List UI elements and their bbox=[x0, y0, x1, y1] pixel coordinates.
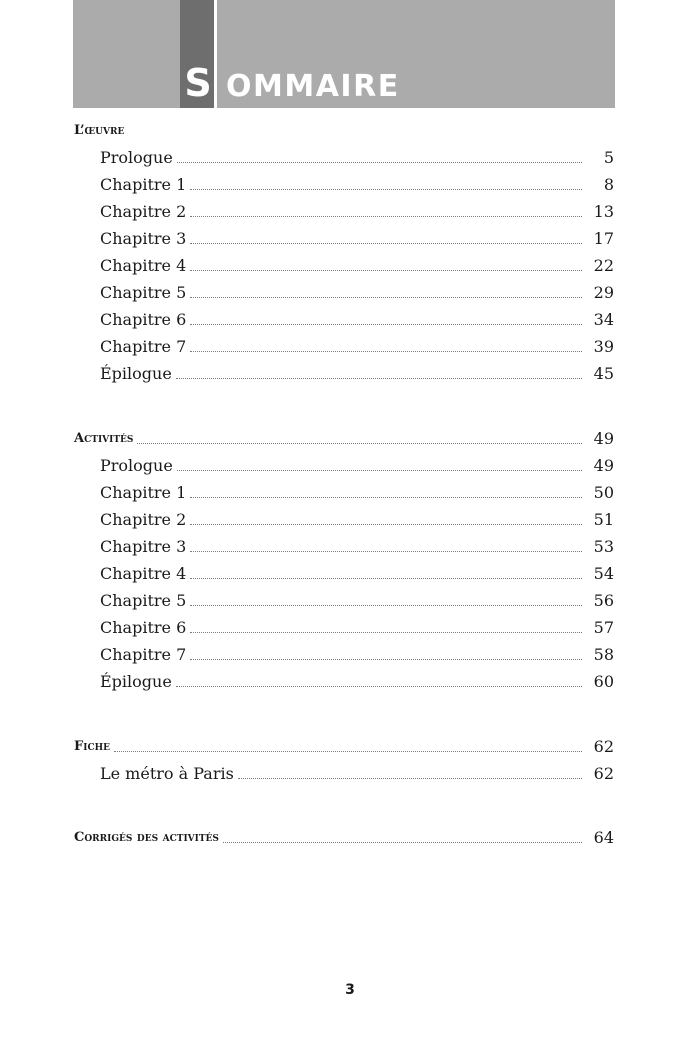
toc-entry-label: Chapitre 5 bbox=[100, 591, 187, 610]
toc-entry-label: Chapitre 6 bbox=[100, 618, 187, 637]
dot-leader bbox=[190, 659, 582, 660]
toc-entry-label: Chapitre 3 bbox=[100, 537, 187, 556]
dot-leader bbox=[114, 751, 582, 752]
section-oeuvre-heading: L’œuvre bbox=[74, 123, 125, 138]
toc-entry-page: 22 bbox=[593, 256, 614, 275]
section-page: 49 bbox=[593, 429, 614, 448]
toc-entry[interactable] bbox=[100, 335, 614, 357]
dot-leader bbox=[177, 470, 582, 471]
toc-entry-label: Le métro à Paris bbox=[100, 764, 234, 783]
dot-leader bbox=[190, 605, 582, 606]
dot-leader bbox=[190, 632, 582, 633]
section-activites-heading[interactable] bbox=[74, 427, 614, 449]
dot-leader bbox=[190, 578, 582, 579]
toc-entry[interactable] bbox=[100, 308, 614, 330]
title-initial: S bbox=[184, 61, 212, 105]
page-number: 3 bbox=[345, 982, 355, 998]
toc-entry-label: Chapitre 7 bbox=[100, 645, 187, 664]
toc-entry[interactable] bbox=[100, 173, 614, 195]
toc-entry-label: Chapitre 2 bbox=[100, 202, 187, 221]
toc-entry-label: Chapitre 4 bbox=[100, 564, 187, 583]
toc-entry[interactable] bbox=[100, 616, 614, 638]
dot-leader bbox=[190, 243, 582, 244]
dot-leader bbox=[177, 162, 582, 163]
toc-entry[interactable] bbox=[100, 589, 614, 611]
toc-entry[interactable] bbox=[100, 535, 614, 557]
toc-entry-label: Chapitre 7 bbox=[100, 337, 187, 356]
toc-entry-page: 39 bbox=[593, 337, 614, 356]
toc-entry-label: Chapitre 6 bbox=[100, 310, 187, 329]
toc-entry[interactable] bbox=[100, 227, 614, 249]
dot-leader bbox=[190, 270, 582, 271]
section-corriges-heading[interactable] bbox=[74, 826, 614, 848]
toc-entry-page: 17 bbox=[593, 229, 614, 248]
toc-entry[interactable] bbox=[100, 562, 614, 584]
toc-entry-page: 62 bbox=[593, 764, 614, 783]
toc-entry-label: Chapitre 1 bbox=[100, 175, 187, 194]
toc-entry-page: 29 bbox=[593, 283, 614, 302]
section-title: Corrigés des activités bbox=[74, 830, 219, 845]
section-page: 64 bbox=[593, 828, 614, 847]
toc-entry[interactable] bbox=[100, 481, 614, 503]
toc-entry-page: 13 bbox=[593, 202, 614, 221]
toc-entry[interactable] bbox=[100, 643, 614, 665]
section-title: Fiche bbox=[74, 739, 110, 754]
dot-leader bbox=[223, 842, 582, 843]
toc-entry[interactable] bbox=[100, 254, 614, 276]
dot-leader bbox=[190, 216, 582, 217]
toc-entry-label: Chapitre 1 bbox=[100, 483, 187, 502]
toc-entry-page: 34 bbox=[593, 310, 614, 329]
dot-leader bbox=[190, 297, 582, 298]
toc-entry-label: Chapitre 4 bbox=[100, 256, 187, 275]
dot-leader bbox=[190, 351, 582, 352]
toc-entry-page: 45 bbox=[593, 364, 614, 383]
toc-entry-page: 49 bbox=[593, 456, 614, 475]
toc-entry-label: Prologue bbox=[100, 148, 173, 167]
dot-leader bbox=[137, 443, 582, 444]
toc-entry-page: 8 bbox=[603, 175, 614, 194]
dot-leader bbox=[238, 778, 582, 779]
page-title bbox=[182, 58, 400, 108]
toc-entry-label: Chapitre 2 bbox=[100, 510, 187, 529]
toc-entry[interactable] bbox=[100, 454, 614, 476]
title-banner bbox=[73, 0, 615, 108]
toc-entry-page: 53 bbox=[593, 537, 614, 556]
dot-leader bbox=[176, 686, 582, 687]
toc-entry-page: 5 bbox=[603, 148, 614, 167]
toc-entry-label: Épilogue bbox=[100, 364, 172, 383]
toc-entry-page: 54 bbox=[593, 564, 614, 583]
toc-entry-label: Chapitre 3 bbox=[100, 229, 187, 248]
dot-leader bbox=[176, 378, 582, 379]
dot-leader bbox=[190, 324, 582, 325]
toc-entry-page: 60 bbox=[593, 672, 614, 691]
section-fiche-heading[interactable] bbox=[74, 735, 614, 757]
toc-entry-page: 51 bbox=[593, 510, 614, 529]
toc-entry-label: Prologue bbox=[100, 456, 173, 475]
toc-entry[interactable] bbox=[100, 762, 614, 784]
dot-leader bbox=[190, 551, 582, 552]
toc-entry[interactable] bbox=[100, 281, 614, 303]
toc-entry[interactable] bbox=[100, 146, 614, 168]
toc-entry-page: 50 bbox=[593, 483, 614, 502]
section-page: 62 bbox=[593, 737, 614, 756]
toc-entry[interactable] bbox=[100, 200, 614, 222]
dot-leader bbox=[190, 189, 582, 190]
dot-leader bbox=[190, 524, 582, 525]
toc-entry-page: 57 bbox=[593, 618, 614, 637]
toc-entry[interactable] bbox=[100, 670, 614, 692]
toc-entry-label: Chapitre 5 bbox=[100, 283, 187, 302]
toc-entry-page: 56 bbox=[593, 591, 614, 610]
toc-entry-label: Épilogue bbox=[100, 672, 172, 691]
toc-entry[interactable] bbox=[100, 362, 614, 384]
title-rest: OMMAIRE bbox=[226, 69, 400, 104]
toc-entry-page: 58 bbox=[593, 645, 614, 664]
dot-leader bbox=[190, 497, 582, 498]
section-title: Activités bbox=[74, 431, 134, 446]
toc-entry[interactable] bbox=[100, 508, 614, 530]
